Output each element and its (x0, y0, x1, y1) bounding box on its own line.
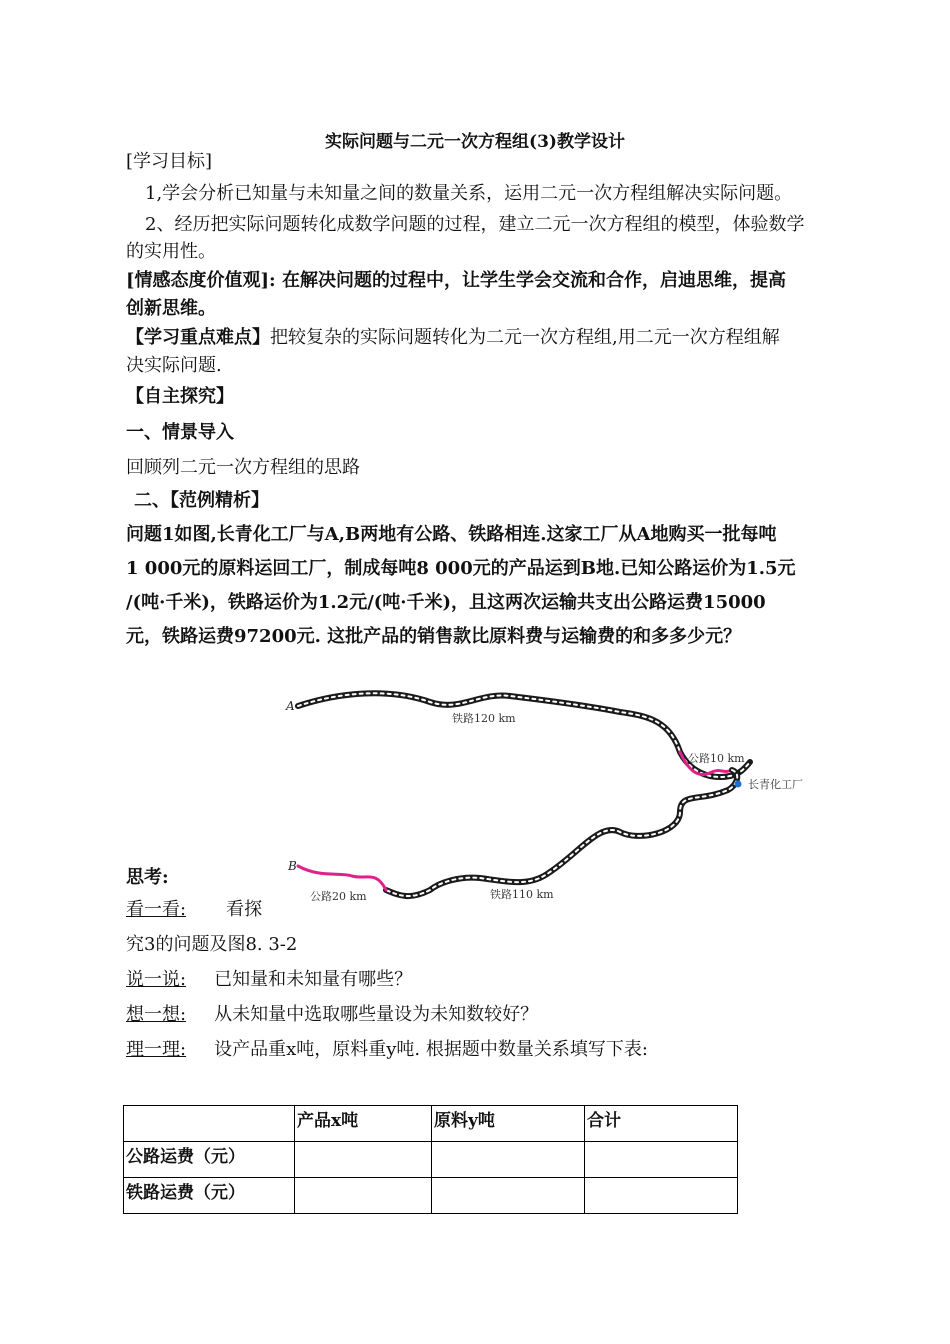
label-road-b: 公路20 km (310, 890, 367, 903)
problem-line3: /(吨·千米)，铁路运价为1.2元/(吨·千米)，且这两次运输共支出公路运费15000 (126, 592, 766, 613)
table-cell[interactable] (295, 1178, 432, 1214)
label-a: A (286, 699, 295, 713)
say-text: 已知量和未知量有哪些？ (214, 969, 413, 990)
row-label-rail: 铁路运费（元） (124, 1178, 295, 1214)
problem-line1: 问题1如图,长青化工厂与A,B两地有公路、铁路相连.这家工厂从A地购买一批每吨 (126, 524, 777, 545)
problem-line2: 1 000元的原料运回工厂，制成每吨8 000元的产品运到B地.已知公路运价为1.5元 (126, 558, 796, 579)
railway-b (386, 770, 737, 896)
keypoints-line2: 决实际问题. (126, 355, 222, 376)
label-rail-b: 铁路110 km (490, 888, 554, 901)
think-want (126, 1001, 538, 1029)
section-examples-heading: 二、【范例精析】 (134, 490, 269, 511)
think-say (126, 966, 412, 994)
keypoints-text: 把较复杂的实际问题转化为二元一次方程组,用二元一次方程组解 (270, 327, 780, 348)
table-cell[interactable] (585, 1142, 738, 1178)
emotion-line1: [情感态度价值观]: 在解决问题的过程中，让学生学会交流和合作，启迪思维，提高 (126, 270, 786, 291)
look-label: 看一看: (126, 899, 187, 920)
problem-line4: 元，铁路运费97200元. 这批产品的销售款比原料费与运输费的和多多少元？ (126, 626, 742, 647)
objective-2-line2: 的实用性。 (126, 241, 216, 262)
header-cell-total: 合计 (585, 1106, 738, 1142)
railway-a (298, 693, 750, 777)
think-look (126, 896, 262, 924)
want-label: 想一想: (126, 1004, 187, 1025)
label-factory: 长青化工厂 (748, 778, 803, 791)
keypoints-line1 (126, 324, 780, 352)
think-sort (126, 1036, 648, 1064)
sort-text: 设产品重x吨，原料重y吨. 根据题中数量关系填写下表: (214, 1039, 648, 1060)
label-b: B (288, 859, 297, 873)
objectives-heading: [学习目标] (126, 151, 213, 172)
row-label-road: 公路运费（元） (124, 1142, 295, 1178)
explore-heading: 【自主探究】 (126, 386, 234, 407)
look-continued: 究3的问题及图8. 3-2 (126, 934, 298, 955)
page-title: 实际问题与二元一次方程组(3)教学设计 (325, 132, 625, 152)
header-cell-material: 原料y吨 (432, 1106, 585, 1142)
table-row (124, 1142, 738, 1178)
section-intro-heading: 一、情景导入 (126, 422, 234, 443)
think-heading: 思考: (126, 867, 169, 888)
want-text: 从未知量中选取哪些量设为未知数较好？ (214, 1004, 539, 1025)
objective-1: 1,学会分析已知量与未知量之间的数量关系，运用二元一次方程组解决实际问题。 (145, 183, 793, 204)
header-cell-product: 产品x吨 (295, 1106, 432, 1142)
table-row (124, 1178, 738, 1214)
road-b (298, 866, 386, 890)
table-cell[interactable] (585, 1178, 738, 1214)
route-map (280, 682, 840, 912)
table-cell[interactable] (432, 1178, 585, 1214)
railway-b-ties (386, 770, 737, 896)
header-cell-empty (124, 1106, 295, 1142)
say-label: 说一说: (126, 969, 187, 990)
section-intro-text: 回顾列二元一次方程组的思路 (126, 457, 360, 478)
railway-a-ties (298, 693, 750, 777)
factory-dot (735, 781, 742, 788)
label-road-a: 公路10 km (688, 752, 745, 765)
freight-table (123, 1105, 738, 1214)
table-cell[interactable] (432, 1142, 585, 1178)
label-rail-a: 铁路120 km (452, 712, 516, 725)
table-cell[interactable] (295, 1142, 432, 1178)
objective-2-line1: 2、经历把实际问题转化成数学问题的过程，建立二元一次方程组的模型，体验数学 (145, 214, 805, 235)
look-text: 看探 (226, 899, 263, 920)
emotion-line2: 创新思维。 (126, 298, 216, 319)
table-header-row (124, 1106, 738, 1142)
sort-label: 理一理: (126, 1039, 187, 1060)
keypoints-heading: 【学习重点难点】 (126, 327, 270, 348)
